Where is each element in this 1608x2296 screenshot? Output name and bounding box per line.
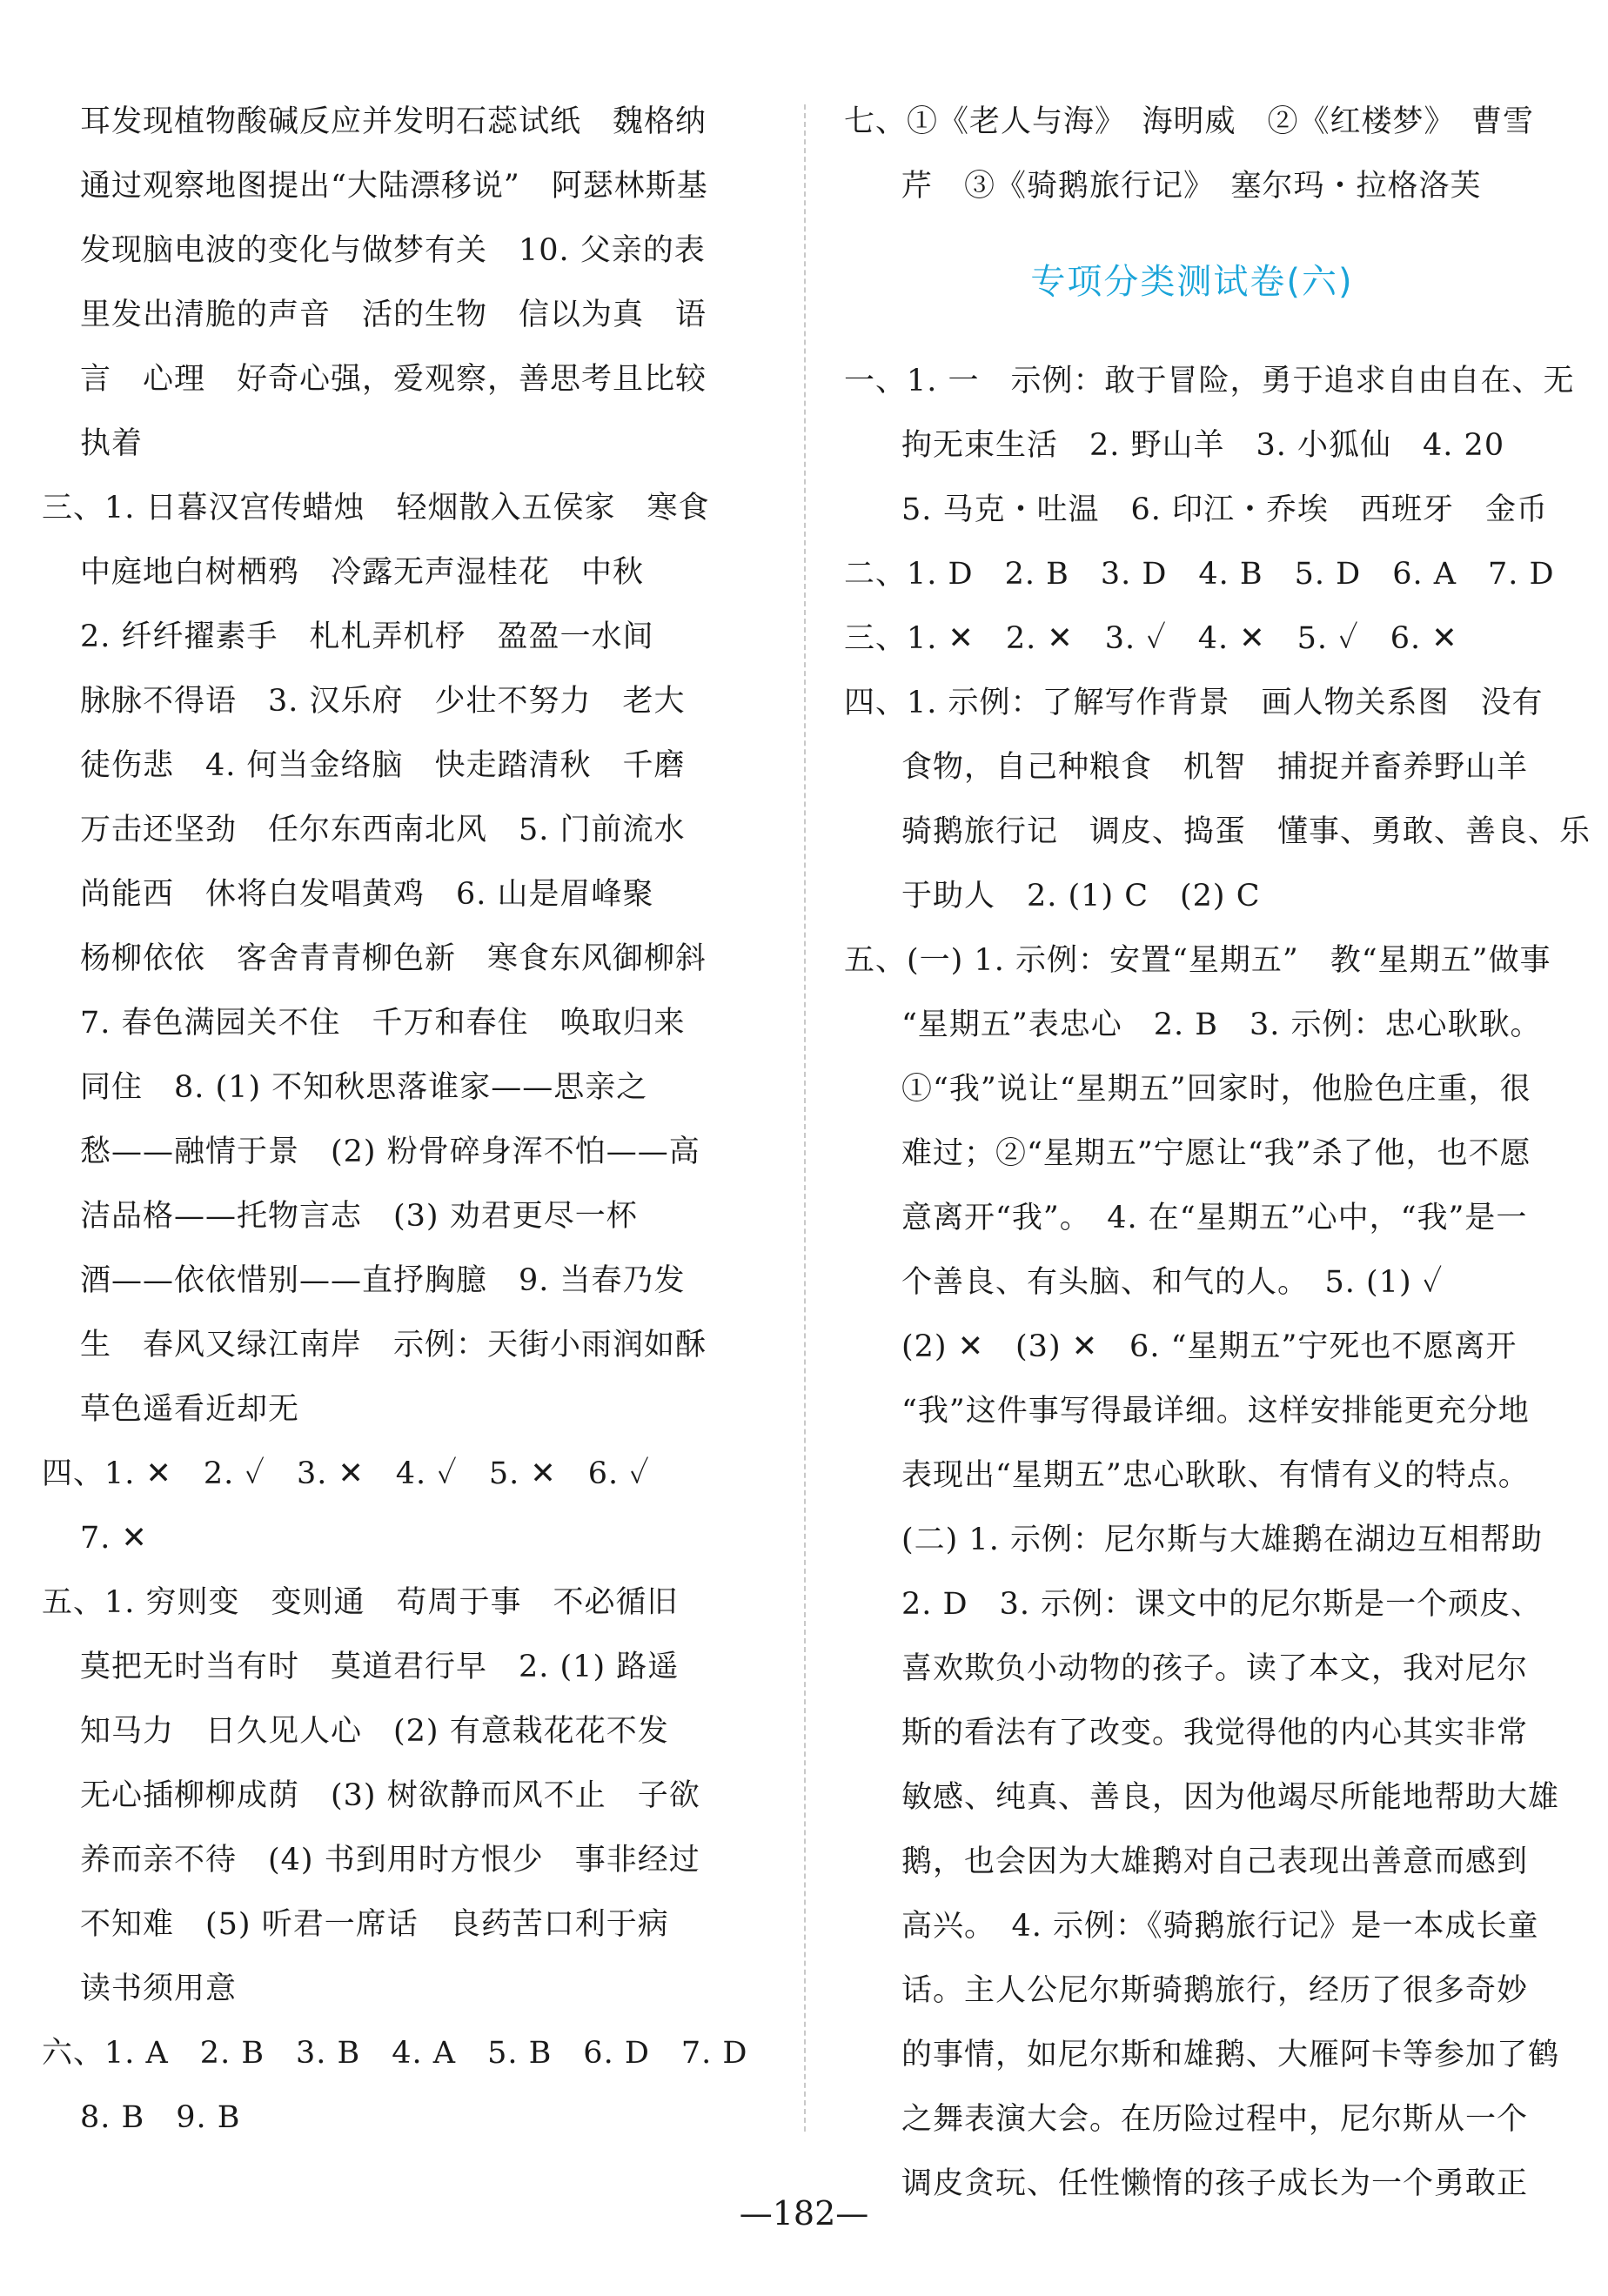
text-line: 鹅，也会因为大雄鹅对自己表现出善意而感到: [901, 1844, 1529, 1879]
text-line: 的事情，如尼尔斯和雄鹅、大雁阿卡等参加了鹤: [901, 2038, 1560, 2072]
text-line: 喜欢欺负小动物的孩子。读了本文，我对尼尔: [901, 1651, 1529, 1686]
text-line: 意离开“我”。 4. 在“星期五”心中，“我”是一: [901, 1201, 1528, 1235]
text-line: 莫把无时当有时 莫道君行早 2. (1) 路遥: [80, 1650, 680, 1684]
text-line: 斯的看法有了改变。我觉得他的内心其实非常: [901, 1716, 1529, 1750]
text-line: 脉脉不得语 3. 汉乐府 少壮不努力 老大: [80, 684, 686, 719]
text-line: 于助人 2. (1) C (2) C: [901, 879, 1261, 914]
text-line: 尚能西 休将白发唱黄鸡 6. 山是眉峰聚: [80, 877, 654, 912]
section-line: 四、1. ✕ 2. ✓ 3. ✕ 4. ✓ 5. ✕ 6. ✓: [42, 1456, 650, 1491]
section-line: 六、1. A 2. B 3. B 4. A 5. B 6. D 7. D: [42, 2036, 748, 2071]
text-line: 调皮贪玩、任性懒惰的孩子成长为一个勇敢正: [901, 2166, 1529, 2201]
text-line: 8. B 9. B: [80, 2100, 241, 2135]
text-line: 不知难 (5) 听君一席话 良药苦口利于病: [80, 1907, 669, 1942]
text-line: 执着: [80, 426, 144, 461]
text-line: 酒——依依惜别——直抒胸臆 9. 当春乃发: [80, 1263, 686, 1298]
section-line: 一、1. 一 示例：敢于冒险，勇于追求自由自在、无: [844, 364, 1575, 398]
text-line: 2. 纤纤擢素手 札札弄机杼 盈盈一水间: [80, 619, 654, 654]
text-line: 同住 8. (1) 不知秋思落谁家——思亲之: [80, 1070, 648, 1105]
text-line: 言 心理 好奇心强，爱观察，善思考且比较: [80, 362, 707, 397]
text-line: 7. 春色满园关不住 千万和春住 唤取归来: [80, 1006, 686, 1041]
page-number: —182—: [739, 2194, 869, 2232]
column-divider: [804, 104, 806, 2132]
text-line: 通过观察地图提出“大陆漂移说” 阿瑟林斯基: [80, 169, 708, 204]
section-line: 七、①《老人与海》 海明威 ②《红楼梦》 曹雪: [844, 104, 1535, 139]
text-line: 2. D 3. 示例：课文中的尼尔斯是一个顽皮、: [901, 1587, 1543, 1622]
text-line: “星期五”表忠心 2. B 3. 示例：忠心耿耿。: [901, 1007, 1542, 1042]
text-line: 表现出“星期五”忠心耿耿、有情有义的特点。: [901, 1458, 1530, 1493]
text-line: 芹 ③《骑鹅旅行记》 塞尔玛・拉格洛芙: [901, 169, 1482, 204]
text-line: 洁品格——托物言志 (3) 劝君更尽一杯: [80, 1199, 638, 1234]
text-line: 5. 马克・吐温 6. 印江・乔埃 西班牙 金币: [901, 492, 1549, 527]
text-line: 杨柳依依 客舍青青柳色新 寒食东风御柳斜: [80, 941, 707, 976]
section-line: 三、1. ✕ 2. ✕ 3. ✓ 4. ✕ 5. ✓ 6. ✕: [844, 621, 1458, 656]
text-line: 养而亲不待 (4) 书到用时方恨少 事非经过: [80, 1843, 700, 1878]
text-line: 读书须用意: [80, 1971, 238, 2006]
text-line: 徒伤悲 4. 何当金络脑 快走踏清秋 千磨: [80, 748, 686, 783]
section-line: 二、1. D 2. B 3. D 4. B 5. D 6. A 7. D: [844, 557, 1555, 592]
text-line: (二) 1. 示例：尼尔斯与大雄鹅在湖边互相帮助: [901, 1523, 1543, 1557]
text-line: 愁——融情于景 (2) 粉骨碎身浑不怕——高: [80, 1135, 700, 1169]
text-line: 食物，自己种粮食 机智 捕捉并畜养野山羊: [901, 750, 1529, 785]
text-line: 7. ✕: [80, 1521, 148, 1556]
text-line: 发现脑电波的变化与做梦有关 10. 父亲的表: [80, 233, 706, 268]
text-line: 无心插柳柳成荫 (3) 树欲静而风不止 子欲: [80, 1778, 700, 1813]
text-line: ①“我”说让“星期五”回家时，他脸色庄重，很: [901, 1072, 1531, 1107]
text-line: 生 春风又绿江南岸 示例：天街小雨润如酥: [80, 1328, 707, 1362]
text-line: 骑鹅旅行记 调皮、捣蛋 懂事、勇敢、善良、乐: [901, 814, 1591, 849]
section-line: 三、1. 日暮汉宫传蜡烛 轻烟散入五侯家 寒食: [42, 491, 710, 525]
text-line: 耳发现植物酸碱反应并发明石蕊试纸 魏格纳: [80, 104, 707, 139]
section-line: 四、1. 示例：了解写作背景 画人物关系图 没有: [844, 686, 1544, 720]
text-line: (2) ✕ (3) ✕ 6. “星期五”宁死也不愿离开: [901, 1329, 1518, 1364]
text-line: 草色遥看近却无: [80, 1392, 300, 1427]
text-line: 个善良、有头脑、和气的人。 5. (1) ✓: [901, 1265, 1444, 1300]
section-line: 五、1. 穷则变 变则通 苟周于事 不必循旧: [42, 1585, 679, 1620]
text-line: 里发出清脆的声音 活的生物 信以为真 语: [80, 298, 707, 332]
section-line: 五、(一) 1. 示例：安置“星期五” 教“星期五”做事: [844, 943, 1551, 978]
text-line: 话。主人公尼尔斯骑鹅旅行，经历了很多奇妙: [901, 1973, 1529, 2008]
text-line: 高兴。 4. 示例：《骑鹅旅行记》是一本成长童: [901, 1909, 1539, 1944]
text-line: 中庭地白树栖鸦 冷露无声湿桂花 中秋: [80, 555, 645, 590]
section-title: 专项分类测试卷(六): [1030, 262, 1354, 302]
text-line: 之舞表演大会。在历险过程中，尼尔斯从一个: [901, 2102, 1529, 2137]
text-line: 难过；②“星期五”宁愿让“我”杀了他，也不愿: [901, 1136, 1531, 1171]
text-line: 拘无束生活 2. 野山羊 3. 小狐仙 4. 20: [901, 428, 1505, 463]
text-line: “我”这件事写得最详细。这样安排能更充分地: [901, 1394, 1530, 1429]
text-line: 敏感、纯真、善良，因为他竭尽所能地帮助大雄: [901, 1780, 1560, 1815]
text-line: 万击还坚劲 任尔东西南北风 5. 门前流水: [80, 813, 686, 847]
text-line: 知马力 日久见人心 (2) 有意栽花花不发: [80, 1714, 669, 1749]
